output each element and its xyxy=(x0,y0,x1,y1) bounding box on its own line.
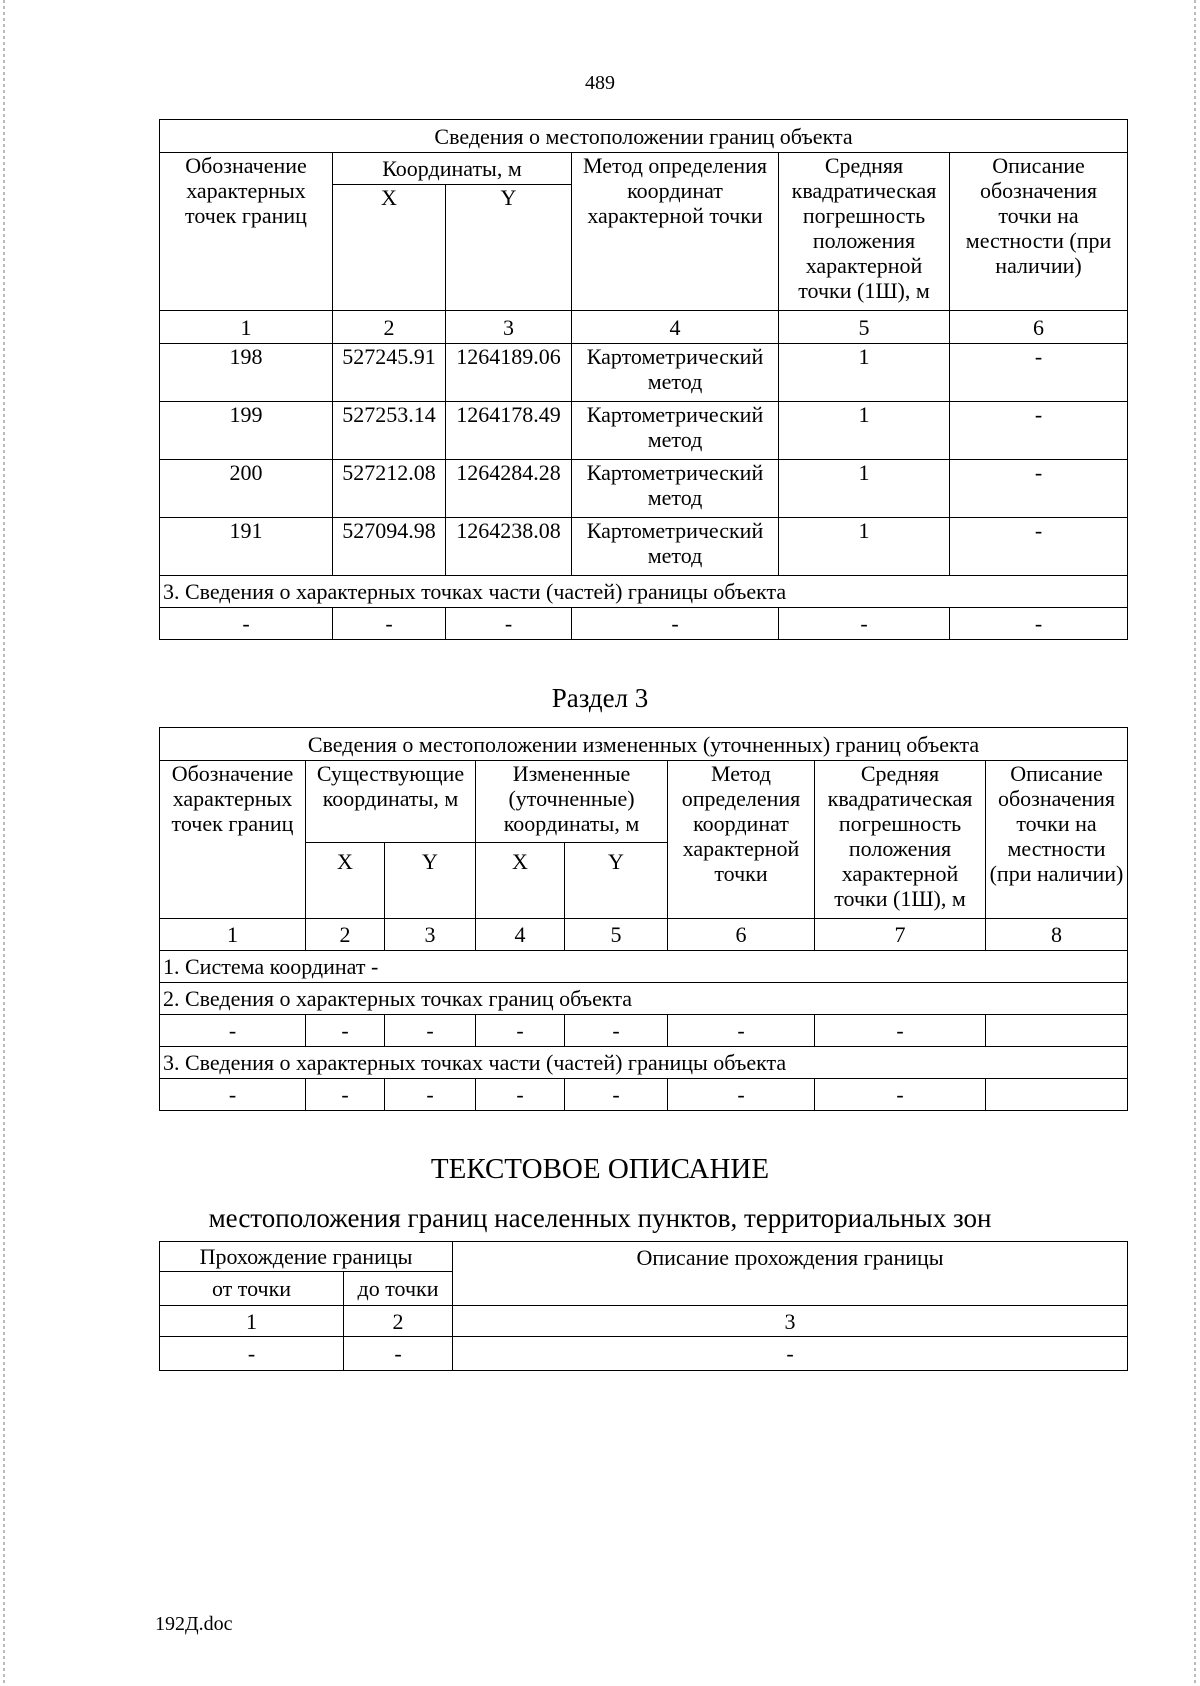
cell-dash: - xyxy=(446,608,572,640)
cell-dash: - xyxy=(160,1079,306,1111)
cell-dash: - xyxy=(160,608,333,640)
header-existing-coords: Существующие координаты, м xyxy=(306,761,476,843)
section-label: 1. Система координат - xyxy=(160,951,1128,983)
header-error: Средняя квадратическая погрешность положения характерной точки (1Ш), м xyxy=(815,761,986,919)
cell-dash: - xyxy=(160,1015,306,1047)
column-number: 3 xyxy=(385,919,476,951)
cell-dash: - xyxy=(572,608,779,640)
header-method: Метод определения координат характерной точки xyxy=(572,153,779,311)
section-label: 2. Сведения о характерных точках границ объекта xyxy=(160,983,1128,1015)
point-id: 199 xyxy=(160,402,333,460)
point-id: 198 xyxy=(160,344,333,402)
text-description-subtitle: местоположения границ населенных пунктов, территориальных зон xyxy=(208,1203,992,1233)
column-number: 3 xyxy=(453,1306,1128,1337)
header-description: Описание обозначения точки на местности (при наличии) xyxy=(986,761,1128,919)
header-designation: Обозначение характерных точек границ xyxy=(160,761,306,919)
header-description: Описание обозначения точки на местности (при наличии) xyxy=(950,153,1128,311)
point-id: 191 xyxy=(160,518,333,576)
header-passage-description: Описание прохождения границы xyxy=(453,1242,1128,1306)
cell-dash: - xyxy=(565,1079,668,1111)
column-numbers-row xyxy=(160,919,1128,951)
point-id: 200 xyxy=(160,460,333,518)
error: 1 xyxy=(779,402,950,460)
cell-dash: - xyxy=(779,608,950,640)
table-row xyxy=(160,1337,1128,1371)
column-number: 8 xyxy=(986,919,1128,951)
description: - xyxy=(950,402,1128,460)
coord-x: 527253.14 xyxy=(333,402,446,460)
changed-boundaries-table xyxy=(159,727,1128,1111)
description: - xyxy=(950,460,1128,518)
description: - xyxy=(950,344,1128,402)
cell-dash: - xyxy=(160,1337,344,1371)
table-row xyxy=(160,608,1128,640)
description: - xyxy=(950,518,1128,576)
page-number: 489 xyxy=(585,72,615,94)
column-number: 7 xyxy=(815,919,986,951)
header-y: Y xyxy=(385,843,476,919)
column-number: 5 xyxy=(565,919,668,951)
error: 1 xyxy=(779,460,950,518)
table-row xyxy=(160,1015,1128,1047)
column-number: 1 xyxy=(160,919,306,951)
cell-dash: - xyxy=(476,1015,565,1047)
table-row xyxy=(160,344,1128,402)
footer-filename: 192Д.doc xyxy=(155,1613,233,1635)
cell-dash: - xyxy=(668,1079,815,1111)
coord-y: 1264238.08 xyxy=(446,518,572,576)
table-row xyxy=(160,518,1128,576)
header-x: X xyxy=(333,185,446,311)
column-number: 5 xyxy=(779,311,950,344)
method: Картометрический метод xyxy=(572,402,779,460)
header-x: X xyxy=(306,843,385,919)
cell-dash: - xyxy=(815,1015,986,1047)
column-number: 2 xyxy=(344,1306,453,1337)
header-error: Средняя квадратическая погрешность положения характерной точки (1Ш), м xyxy=(779,153,950,311)
coord-y: 1264178.49 xyxy=(446,402,572,460)
column-number: 6 xyxy=(950,311,1128,344)
coord-y: 1264284.28 xyxy=(446,460,572,518)
column-numbers-row xyxy=(160,1306,1128,1337)
cell-empty xyxy=(986,1079,1128,1111)
coord-y: 1264189.06 xyxy=(446,344,572,402)
boundary-passage-table xyxy=(159,1241,1128,1371)
text-description-title: ТЕКСТОВОЕ ОПИСАНИЕ xyxy=(430,1153,770,1185)
cell-dash: - xyxy=(385,1015,476,1047)
section-label: 3. Сведения о характерных точках части (частей) границы объекта xyxy=(160,576,1128,608)
error: 1 xyxy=(779,344,950,402)
header-to-point: до точки xyxy=(344,1272,453,1306)
table-row xyxy=(160,402,1128,460)
header-y: Y xyxy=(565,843,668,919)
section-title: Раздел 3 xyxy=(551,683,649,713)
cell-dash: - xyxy=(306,1015,385,1047)
table-title: Сведения о местоположении границ объекта xyxy=(160,120,1128,153)
cell-dash: - xyxy=(385,1079,476,1111)
table-row xyxy=(160,1079,1128,1111)
cell-dash: - xyxy=(333,608,446,640)
boundary-points-table xyxy=(159,119,1128,640)
header-method: Метод определения координат характерной точки xyxy=(668,761,815,919)
column-number: 4 xyxy=(572,311,779,344)
column-number: 2 xyxy=(306,919,385,951)
method: Картометрический метод xyxy=(572,344,779,402)
cell-dash: - xyxy=(306,1079,385,1111)
coord-x: 527245.91 xyxy=(333,344,446,402)
cell-dash: - xyxy=(453,1337,1128,1371)
column-number: 1 xyxy=(160,311,333,344)
header-changed-coords: Измененные (уточненные) координаты, м xyxy=(476,761,668,843)
cell-dash: - xyxy=(815,1079,986,1111)
column-numbers-row xyxy=(160,311,1128,344)
cell-dash: - xyxy=(950,608,1128,640)
column-number: 6 xyxy=(668,919,815,951)
column-number: 3 xyxy=(446,311,572,344)
cell-dash: - xyxy=(476,1079,565,1111)
coord-x: 527094.98 xyxy=(333,518,446,576)
header-coords: Координаты, м xyxy=(333,153,572,185)
header-passage: Прохождение границы xyxy=(160,1242,453,1272)
header-from-point: от точки xyxy=(160,1272,344,1306)
table-row xyxy=(160,460,1128,518)
column-number: 4 xyxy=(476,919,565,951)
cell-dash: - xyxy=(344,1337,453,1371)
scan-edge-left xyxy=(3,0,5,1686)
cell-dash: - xyxy=(668,1015,815,1047)
column-number: 1 xyxy=(160,1306,344,1337)
cell-dash: - xyxy=(565,1015,668,1047)
scan-edge-right xyxy=(1194,0,1196,1686)
coord-x: 527212.08 xyxy=(333,460,446,518)
header-x: X xyxy=(476,843,565,919)
table-title: Сведения о местоположении измененных (уточненных) границ объекта xyxy=(160,728,1128,761)
section-label: 3. Сведения о характерных точках части (частей) границы объекта xyxy=(160,1047,1128,1079)
method: Картометрический метод xyxy=(572,460,779,518)
column-number: 2 xyxy=(333,311,446,344)
header-y: Y xyxy=(446,185,572,311)
error: 1 xyxy=(779,518,950,576)
cell-empty xyxy=(986,1015,1128,1047)
method: Картометрический метод xyxy=(572,518,779,576)
header-designation: Обозначение характерных точек границ xyxy=(160,153,333,311)
